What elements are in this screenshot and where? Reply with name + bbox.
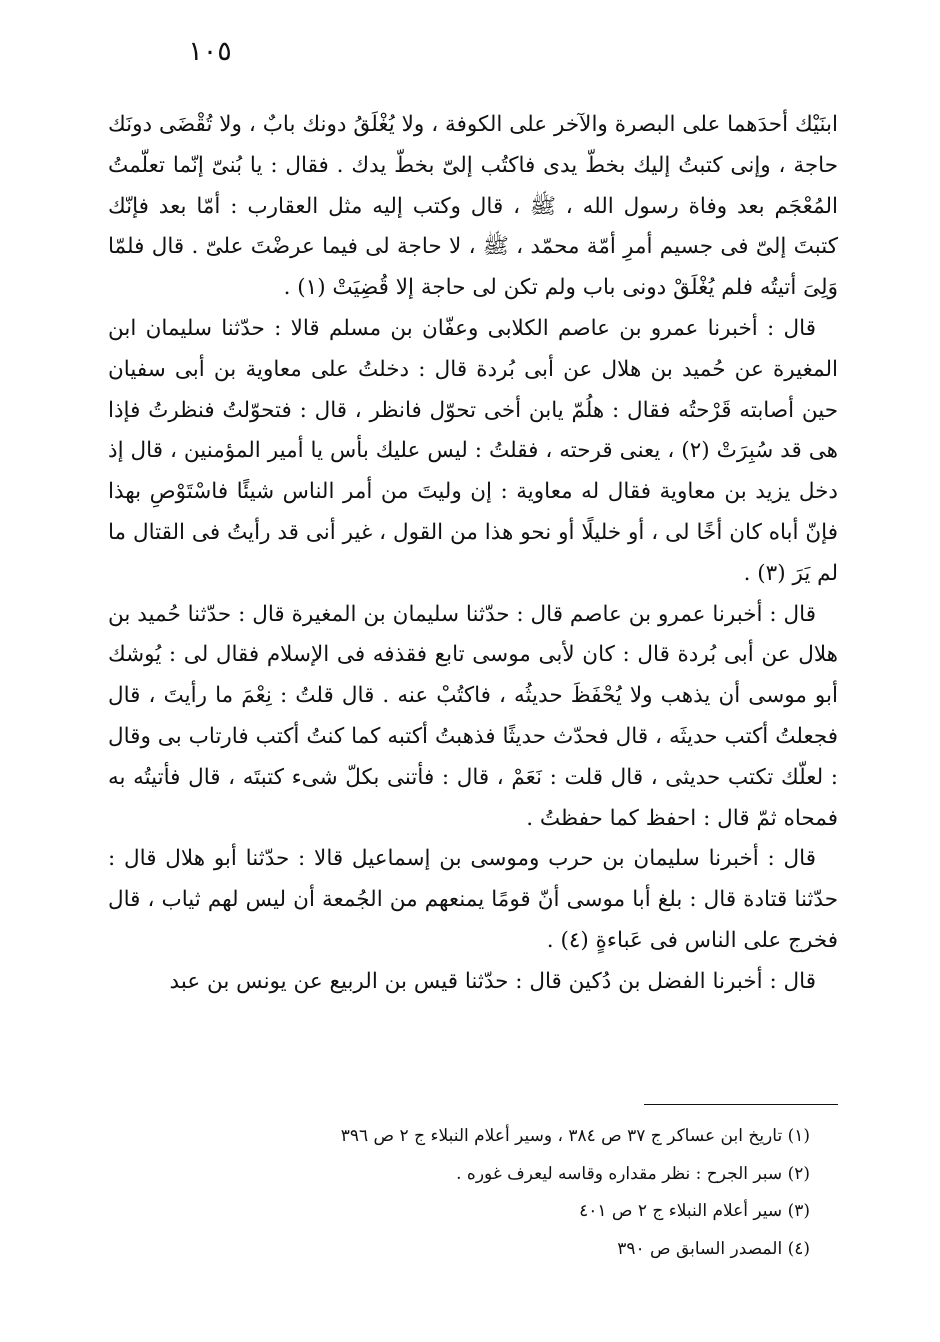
paragraph-2: قال : أخبرنا عمرو بن عاصم الكلابى وعفّان بن مسلم قالا : حدّثنا سليمان ابن المغيرة عن حُميد بن هلال عن أبى بُردة قال : دخلتُ على معاوية بن أبى سفيان حين أصابته قَرْحتُه فقال : هلُمّ يابن أخى تحوّل فانظر ، قال : فتحوّلتُ فنظرتُ فإذا هى قد سُبِرَتْ (٢) ، يعنى قرحته ، فقلتُ : ليس عليك بأس يا أمير المؤمنين ، قال إذ دخل يزيد بن معاوية فقال له معاوية : إن وليتَ من أمر الناس شيئًا فاسْتَوْصِ بهذا فإنّ أباه كان أخًا لى ، أو خليلًا أو نحو هذا من القول ، غير أنى قد رأيتُ فى القتال ما لم يَرَ (٣) . — [108, 315, 838, 586]
footnote-separator — [644, 1104, 838, 1105]
paragraph-1: ابنَيْك أحدَهما على البصرة والآخر على الكوفة ، ولا يُغْلَقُ دونك بابٌ ، ولا تُقْضَى دونَك حاجة ، وإنى كتبتُ إليك بخطّ يدى فاكتُب إلىّ بخطّ يدك . فقال : يا بُنىّ إنّما تعلّمتُ المُعْجَم بعد وفاة رسول الله ، ﷺ ، قال وكتب إليه مثل العقارب : أمّا بعد فإنّك كتبتَ إلىّ فى جسيم أمرِ أمّة محمّد ، ﷺ ، لا حاجة لى فيما عرضْتَ علىّ . قال فلمّا وَلِىَ أتيتُه فلم يُغْلَقْ دونى باب ولم تكن لى حاجة إلا قُضِيَتْ (١) . — [108, 112, 838, 301]
main-text — [108, 105, 838, 1003]
footnote-4: (٤) المصدر السابق ص ٣٩٠ — [617, 1238, 810, 1259]
footnote-2: (٢) سبر الجرح : نظر مقداره وقاسه ليعرف غوره . — [456, 1163, 810, 1184]
footnote-3: (٣) سير أعلام النبلاء ج ٢ ص ٤٠١ — [579, 1201, 810, 1221]
page-number: ١٠٥ — [188, 36, 232, 67]
paragraph-4: قال : أخبرنا سليمان بن حرب وموسى بن إسماعيل قالا : حدّثنا أبو هلال قال : حدّثنا قتادة قال : بلغ أبا موسى أنّ قومًا يمنعهم من الجُمعة أن ليس لهم ثياب ، قال فخرج على الناس فى عَباءةٍ (٤) . — [108, 846, 838, 953]
paragraph-3: قال : أخبرنا عمرو بن عاصم قال : حدّثنا سليمان بن المغيرة قال : حدّثنا حُميد بن هلال عن أبى بُردة قال : كان لأبى موسى تابع فقذفه فى الإسلام فقال لى : يُوشك أبو موسى أن يذهب ولا يُحْفَظَ حديثُه ، فاكتُبْ عنه . قال قلتُ : نِعْمَ ما رأيتَ ، قال فجعلتُ أكتب حديثَه ، قال فحدّث حديثًا فذهبتُ أكتبه كما كنتُ أكتب فارتاب بى وقال : لعلّك تكتب حديثى ، قال قلت : نَعَمْ ، قال : فأتنى بكلّ شىء كتبتَه ، قال فأتيتُه به فمحاه ثمّ قال : احفظ كما حفظتُ . — [108, 601, 838, 831]
footnote-1: (١) تاريخ ابن عساكر ج ٣٧ ص ٣٨٤ ، وسير أعلام النبلاء ج ٢ ص ٣٩٦ — [340, 1126, 810, 1146]
footnotes — [150, 1118, 810, 1268]
paragraph-5: قال : أخبرنا الفضل بن دُكين قال : حدّثنا قيس بن الربيع عن يونس بن عبد — [169, 968, 816, 994]
